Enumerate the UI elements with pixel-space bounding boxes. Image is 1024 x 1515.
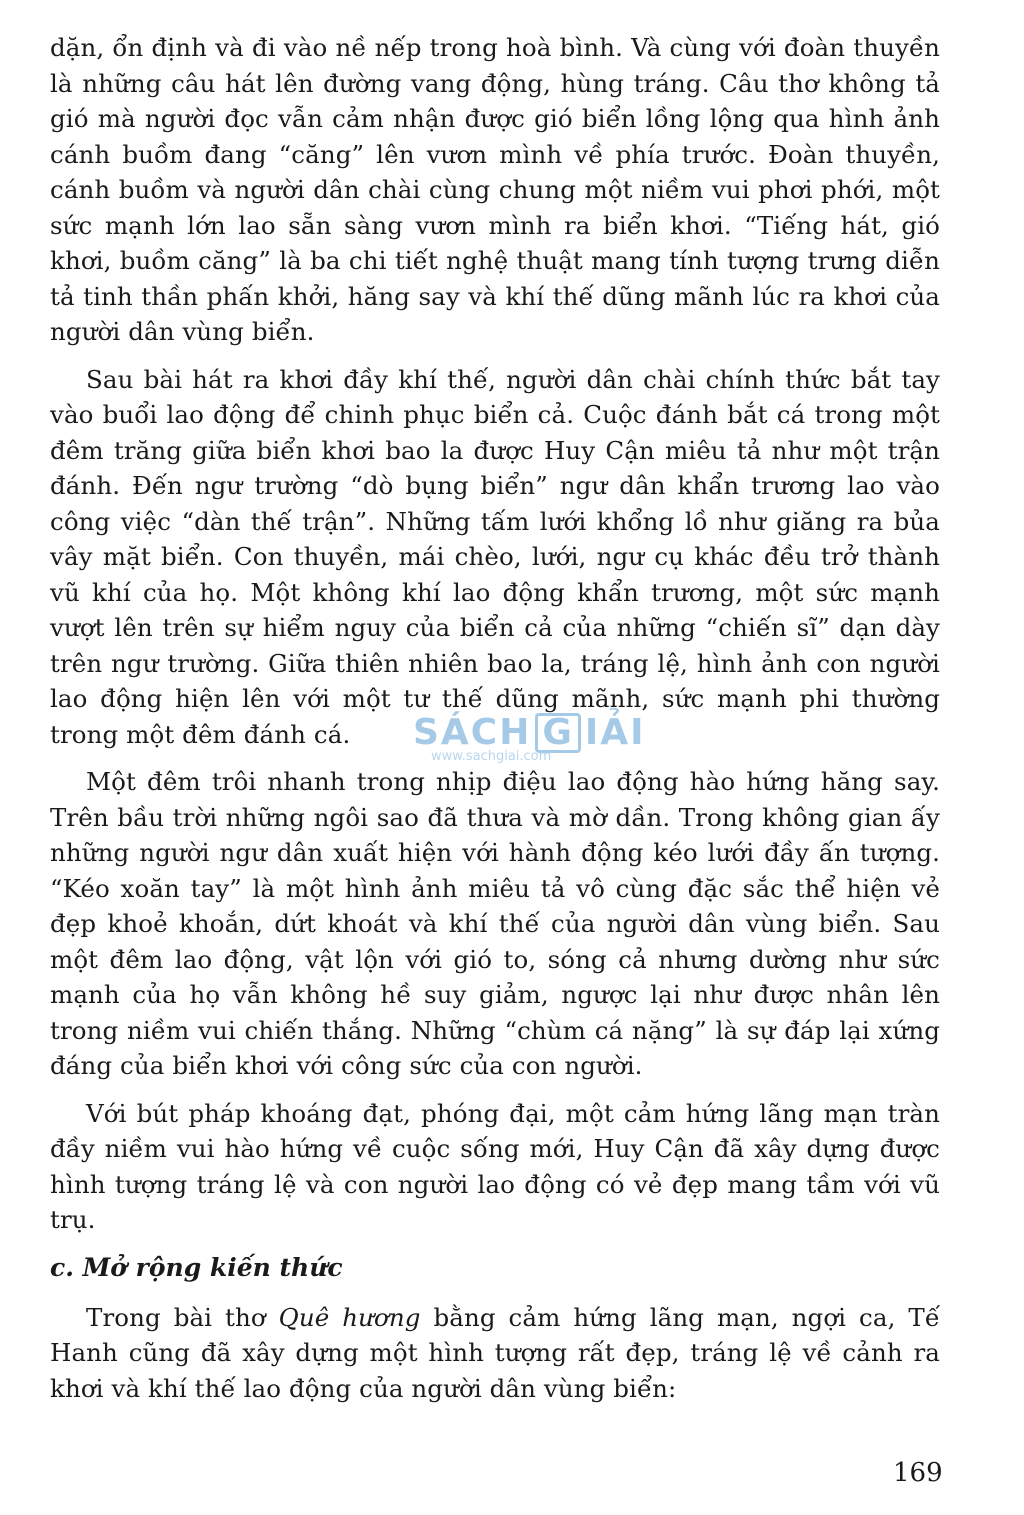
- paragraph-4: Với bút pháp khoáng đạt, phóng đại, một cảm hứng lãng mạn tràn đầy niềm vui hào hứng về cuộc sống mới, Huy Cận đã xây dựng được hình tượng tráng lệ và con người lao động có vẻ đẹp mang tầm với vũ trụ.: [50, 1098, 940, 1234]
- page-content: [50, 30, 940, 1418]
- watermark-brand-g: G: [535, 713, 581, 753]
- paragraph-3: Một đêm trôi nhanh trong nhịp điệu lao động hào hứng hăng say. Trên bầu trời những ngôi sao đã thưa và mờ dần. Trong không gian ấy những người ngư dân xuất hiện với hành động kéo lưới đầy ấn tượng. “Kéo xoăn tay” là một hình ảnh miêu tả vô cùng đặc sắc thể hiện vẻ đẹp khoẻ khoắn, dứt khoát và khí thế của người dân vùng biển. Sau một đêm lao động, vật lộn với gió to, sóng cả nhưng dường như sức mạnh của họ vẫn không hề suy giảm, ngược lại như được nhân lên trong niềm vui chiến thắng. Những “chùm cá nặng” là sự đáp lại xứng đáng của biển khơi với công sức của con người.: [50, 767, 940, 1080]
- paragraph-2: Sau bài hát ra khơi đầy khí thế, người dân chài chính thức bắt tay vào buổi lao động để chinh phục biển cả. Cuộc đánh bắt cá trong một đêm trăng giữa biển khơi bao la được Huy Cận miêu tả như một trận đánh. Đến ngư trường “dò bụng biển” ngư dân khẩn trương lao vào công việc “dàn thế trận”. Những tấm lưới khổng lồ như giăng ra bủa vây mặt biển. Con thuyền, mái chèo, lưới, ngư cụ khác đều trở thành vũ khí của họ. Một không khí lao động khẩn trương, một sức mạnh vượt lên trên sự hiểm nguy của biển cả của những “chiến sĩ” dạn dày trên ngư trường. Giữa thiên nhiên bao la, tráng lệ, hình ảnh con người lao động hiện lên với một tư thế dũng mãnh, sức mạnh phi thường trong một đêm đánh cá.: [50, 364, 940, 749]
- watermark-url: www.sachgiai.com: [431, 749, 552, 764]
- paragraph-5-end: bằng cảm hứng lãng mạn, ngợi ca, Tế Hanh cũng đã xây dựng một hình tượng rất đẹp, tráng lệ về cảnh ra khơi và khí thế lao động của người dân vùng biển:: [50, 1302, 941, 1403]
- paragraph-5: [50, 1300, 940, 1407]
- paragraph-1: dặn, ổn định và đi vào nề nếp trong hoà bình. Và cùng với đoàn thuyền là những câu hát lên đường vang động, hùng tráng. Câu thơ không tả gió mà người đọc vẫn cảm nhận được gió biển lồng lộng qua hình ảnh cánh buồm đang “căng” lên vươn mình về phía trước. Đoàn thuyền, cánh buồm và người dân chài cùng chung một niềm vui phơi phới, một sức mạnh lớn lao sẵn sàng vươn mình ra biển khơi. “Tiếng hát, gió khơi, buồm căng” là ba chi tiết nghệ thuật mang tính tượng trưng diễn tả tinh thần phấn khởi, hăng say và khí thế dũng mãnh lúc ra khơi của người dân vùng biển.: [50, 33, 940, 346]
- watermark-brand-right: IẢI: [584, 712, 646, 753]
- paragraph-5-start: Trong bài thơ: [86, 1302, 279, 1332]
- watermark-brand-left: SÁCH: [413, 712, 532, 753]
- section-heading: c. Mở rộng kiến thức: [50, 1252, 343, 1282]
- page-number: 169: [893, 1458, 943, 1488]
- poem-title: Quê hương: [278, 1302, 421, 1332]
